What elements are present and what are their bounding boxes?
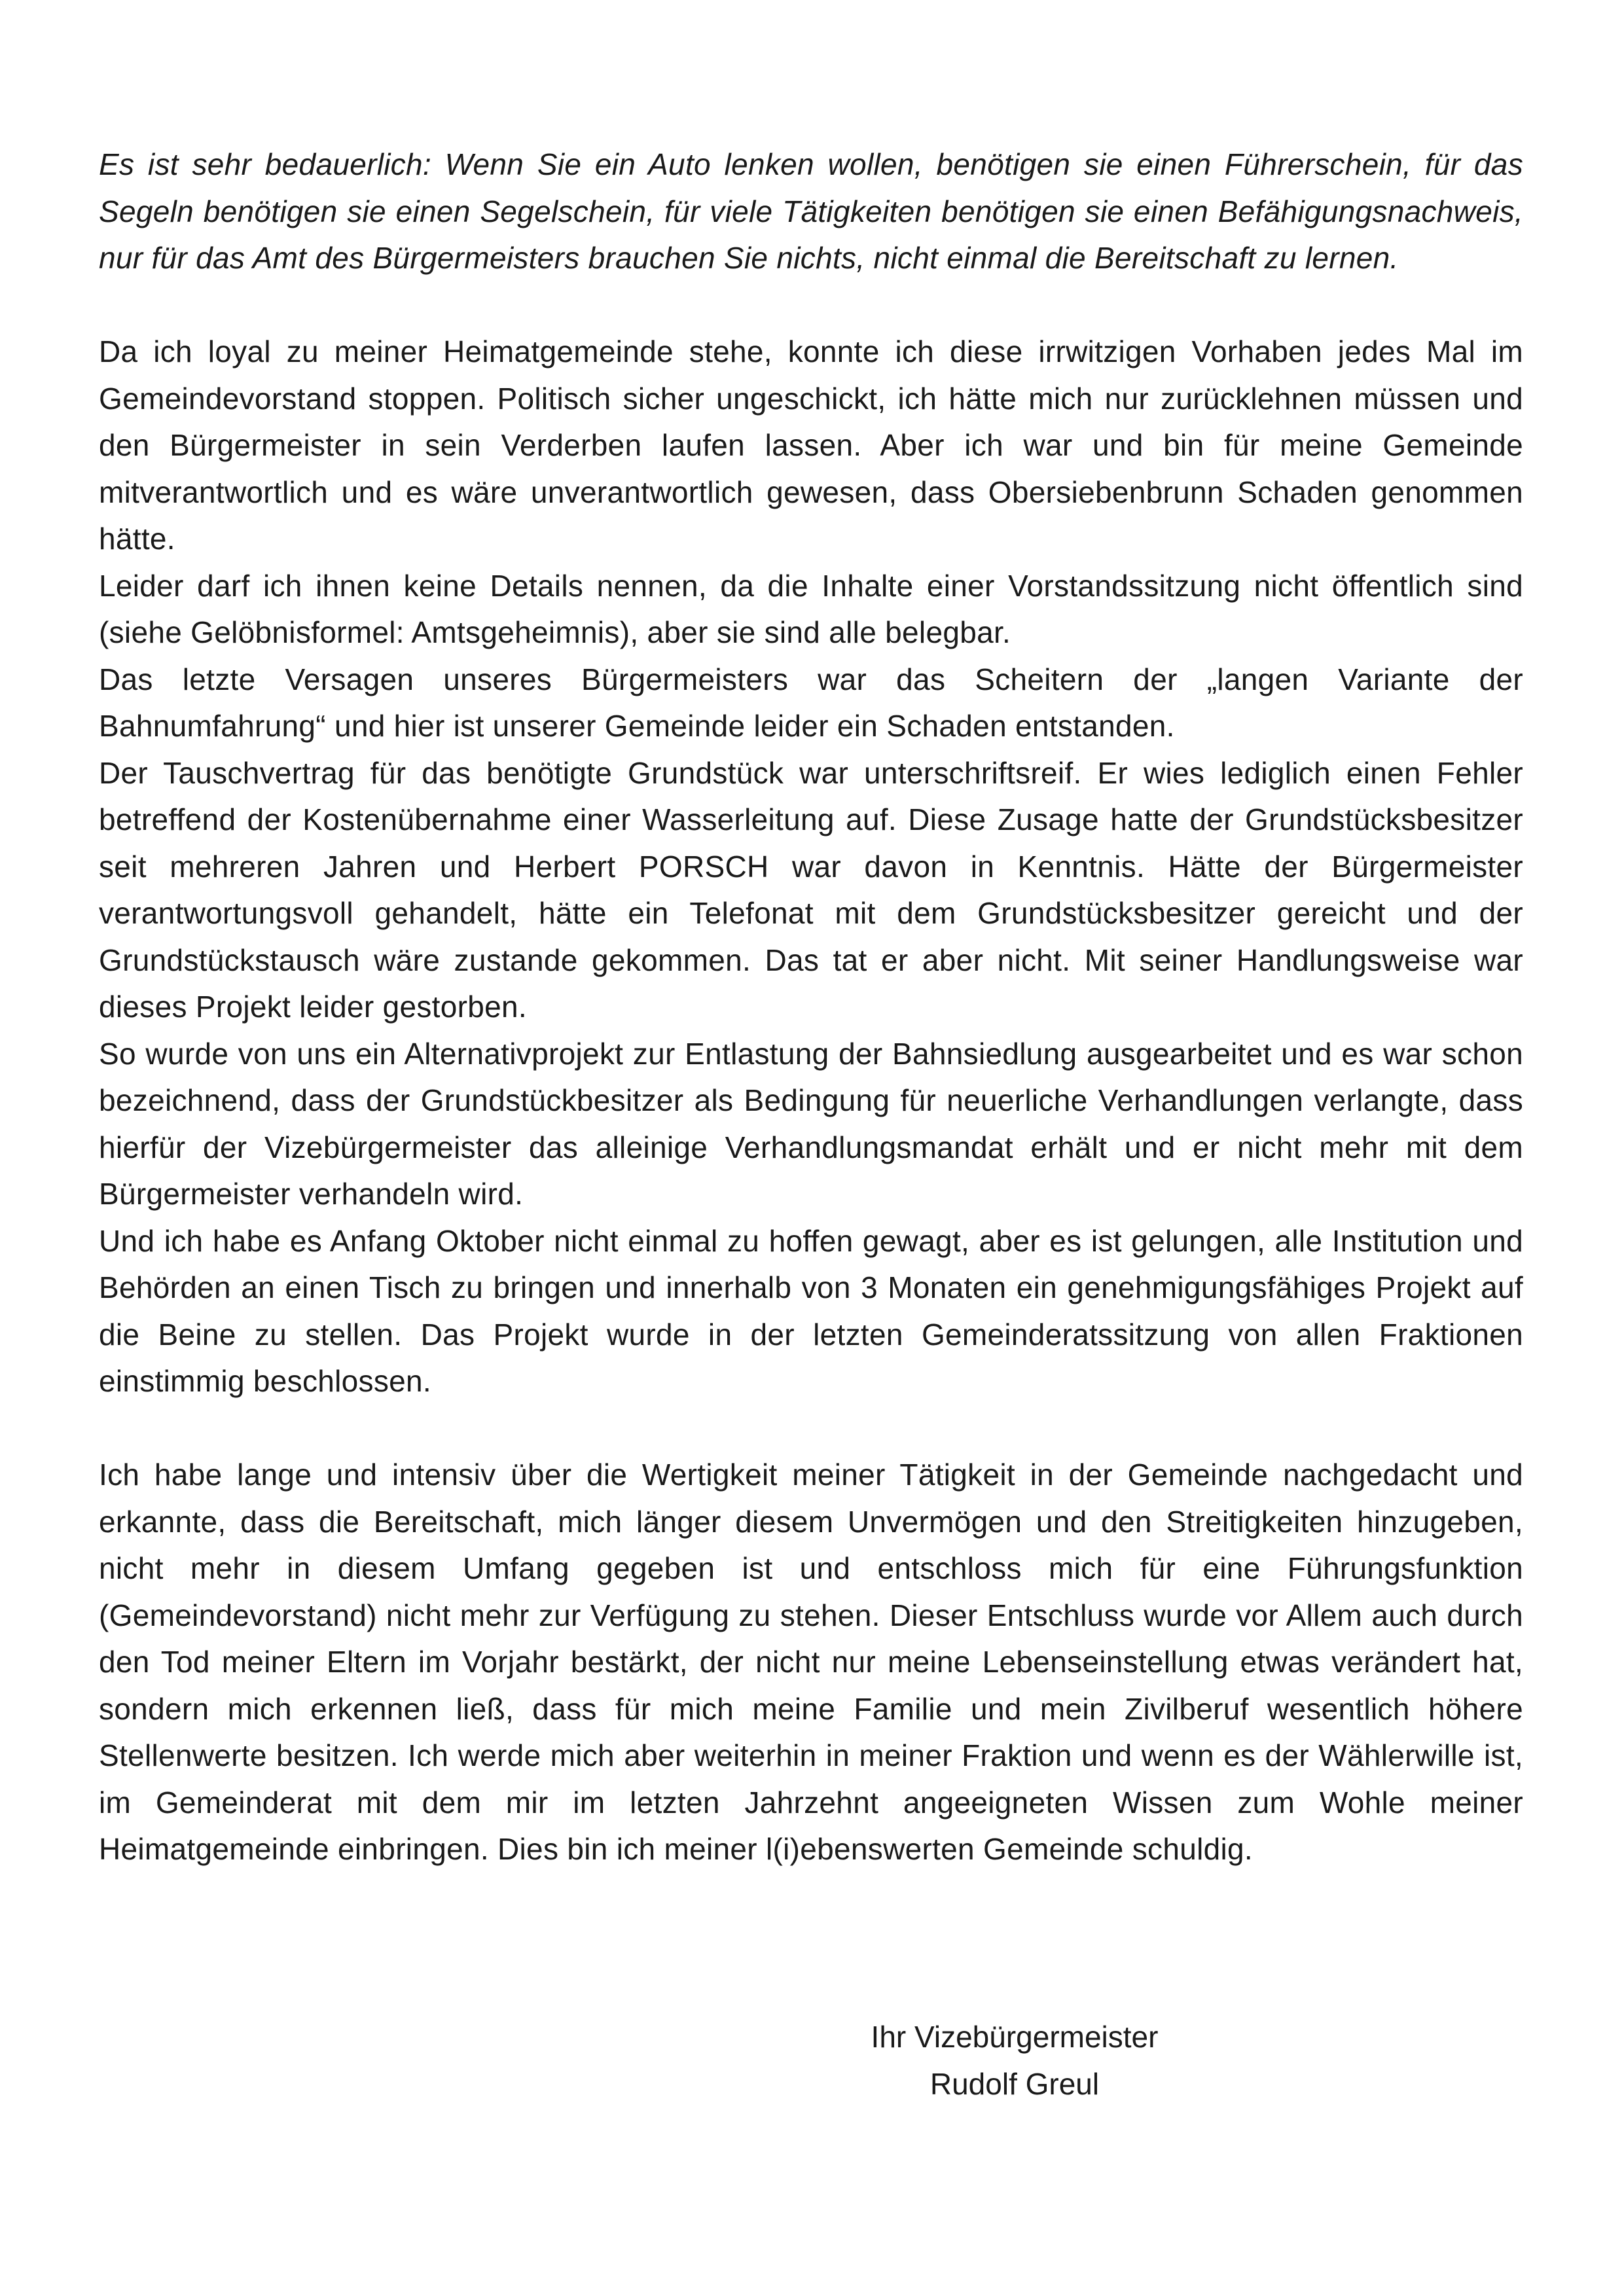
signature-block [655, 2014, 1375, 2108]
paragraph-spacer [99, 282, 1523, 329]
body-paragraph-tauschvertrag: Der Tauschvertrag für das benötigte Grundstück war unterschriftsreif. Er wies lediglich einen Fehler betreffend der Kostenübernahme einer Wasserleitung auf. Diese Zusage hatte der Grundstücksbesitzer seit mehreren Jahren und Herbert PORSCH war davon in Kenntnis. Hätte der Bürgermeister verantwortungsvoll gehandelt, hätte ein Telefonat mit dem Grundstücksbesitzer gereicht und der Grundstückstausch wäre zustande gekommen. Das tat er aber nicht. Mit seiner Handlungsweise war dieses Projekt leider gestorben. [99, 755, 1523, 1024]
body-paragraph-details: Leider darf ich ihnen keine Details nennen, da die Inhalte einer Vorstandssitzung nicht öffentlich sind (siehe Gelöbnisformel: Amtsgeheimnis), aber sie sind alle belegbar. [99, 568, 1523, 649]
body-paragraph-heimatgemeinde: Da ich loyal zu meiner Heimatgemeinde stehe, konnte ich diese irrwitzigen Vorhaben jedes Mal im Gemeindevorstand stoppen. Politisch sicher ungeschickt, ich hätte mich nur zurücklehnen müssen und den Bürgermeister in sein Verderben laufen lassen. Aber ich war und bin für meine Gemeinde mitverantwortlich und es wäre unverantwortlich gewesen, dass Obersiebenbrunn Schaden genommen hätte. [99, 334, 1523, 556]
body-paragraph-alternativprojekt: So wurde von uns ein Alternativprojekt zur Entlastung der Bahnsiedlung ausgearbeitet und es war schon bezeichnend, dass der Grundstückbesitzer als Bedingung für neuerliche Verhandlungen verlangte, dass hierfür der Vizebürgermeister das alleinige Verhandlungsmandat erhält und er nicht mehr mit dem Bürgermeister verhandeln wird. [99, 1036, 1523, 1211]
intro-paragraph: Es ist sehr bedauerlich: Wenn Sie ein Auto lenken wollen, benötigen sie einen Führerschein, für das Segeln benötigen sie einen Segelschein, für viele Tätigkeiten benötigen sie einen Befähigungsnachweis, nur für das Amt des Bürgermeisters brauchen Sie nichts, nicht einmal die Bereitschaft zu lernen. [99, 147, 1523, 275]
body-paragraph-bahnumfahrung: Das letzte Versagen unseres Bürgermeisters war das Scheitern der „langen Variante der Bahnumfahrung“ und hier ist unserer Gemeinde leider ein Schaden entstanden. [99, 662, 1523, 743]
signature-name: Rudolf Greul [929, 2066, 1100, 2101]
closing-paragraph: Ich habe lange und intensiv über die Wertigkeit meiner Tätigkeit in der Gemeinde nachgedacht und erkannte, dass die Bereitschaft, mich länger diesem Unvermögen und den Streitigkeiten hinzugeben, nicht mehr in diesem Umfang gegeben ist und entschloss mich für eine Führungsfunktion (Gemeindevorstand) nicht mehr zur Verfügung zu stehen. Dieser Entschluss wurde vor Allem auch durch den Tod meiner Eltern im Vorjahr bestärkt, der nicht nur meine Lebenseinstellung etwas verändert hat, sondern mich erkennen ließ, dass für mich meine Familie und mein Zivilberuf wesentlich höhere Stellenwerte besitzen. Ich werde mich aber weiterhin in meiner Fraktion und wenn es der Wählerwille ist, im Gemeinderat mit dem mir im letzten Jahrzehnt angeeigneten Wissen zum Wohle meiner Heimatgemeinde einbringen. Dies bin ich meiner l(i)ebenswerten Gemeinde schuldig. [99, 1458, 1523, 1866]
paragraph-spacer [99, 1405, 1523, 1452]
signature-role: Ihr Vizebürgermeister [871, 2020, 1159, 2054]
letter-body [99, 141, 1523, 1873]
body-paragraph-oktober: Und ich habe es Anfang Oktober nicht einmal zu hoffen gewagt, aber es ist gelungen, alle Institution und Behörden an einen Tisch zu bringen und innerhalb von 3 Monaten ein genehmigungsfähiges Projekt auf die Beine zu stellen. Das Projekt wurde in der letzten Gemeinderatssitzung von allen Fraktionen einstimmig beschlossen. [99, 1223, 1523, 1398]
